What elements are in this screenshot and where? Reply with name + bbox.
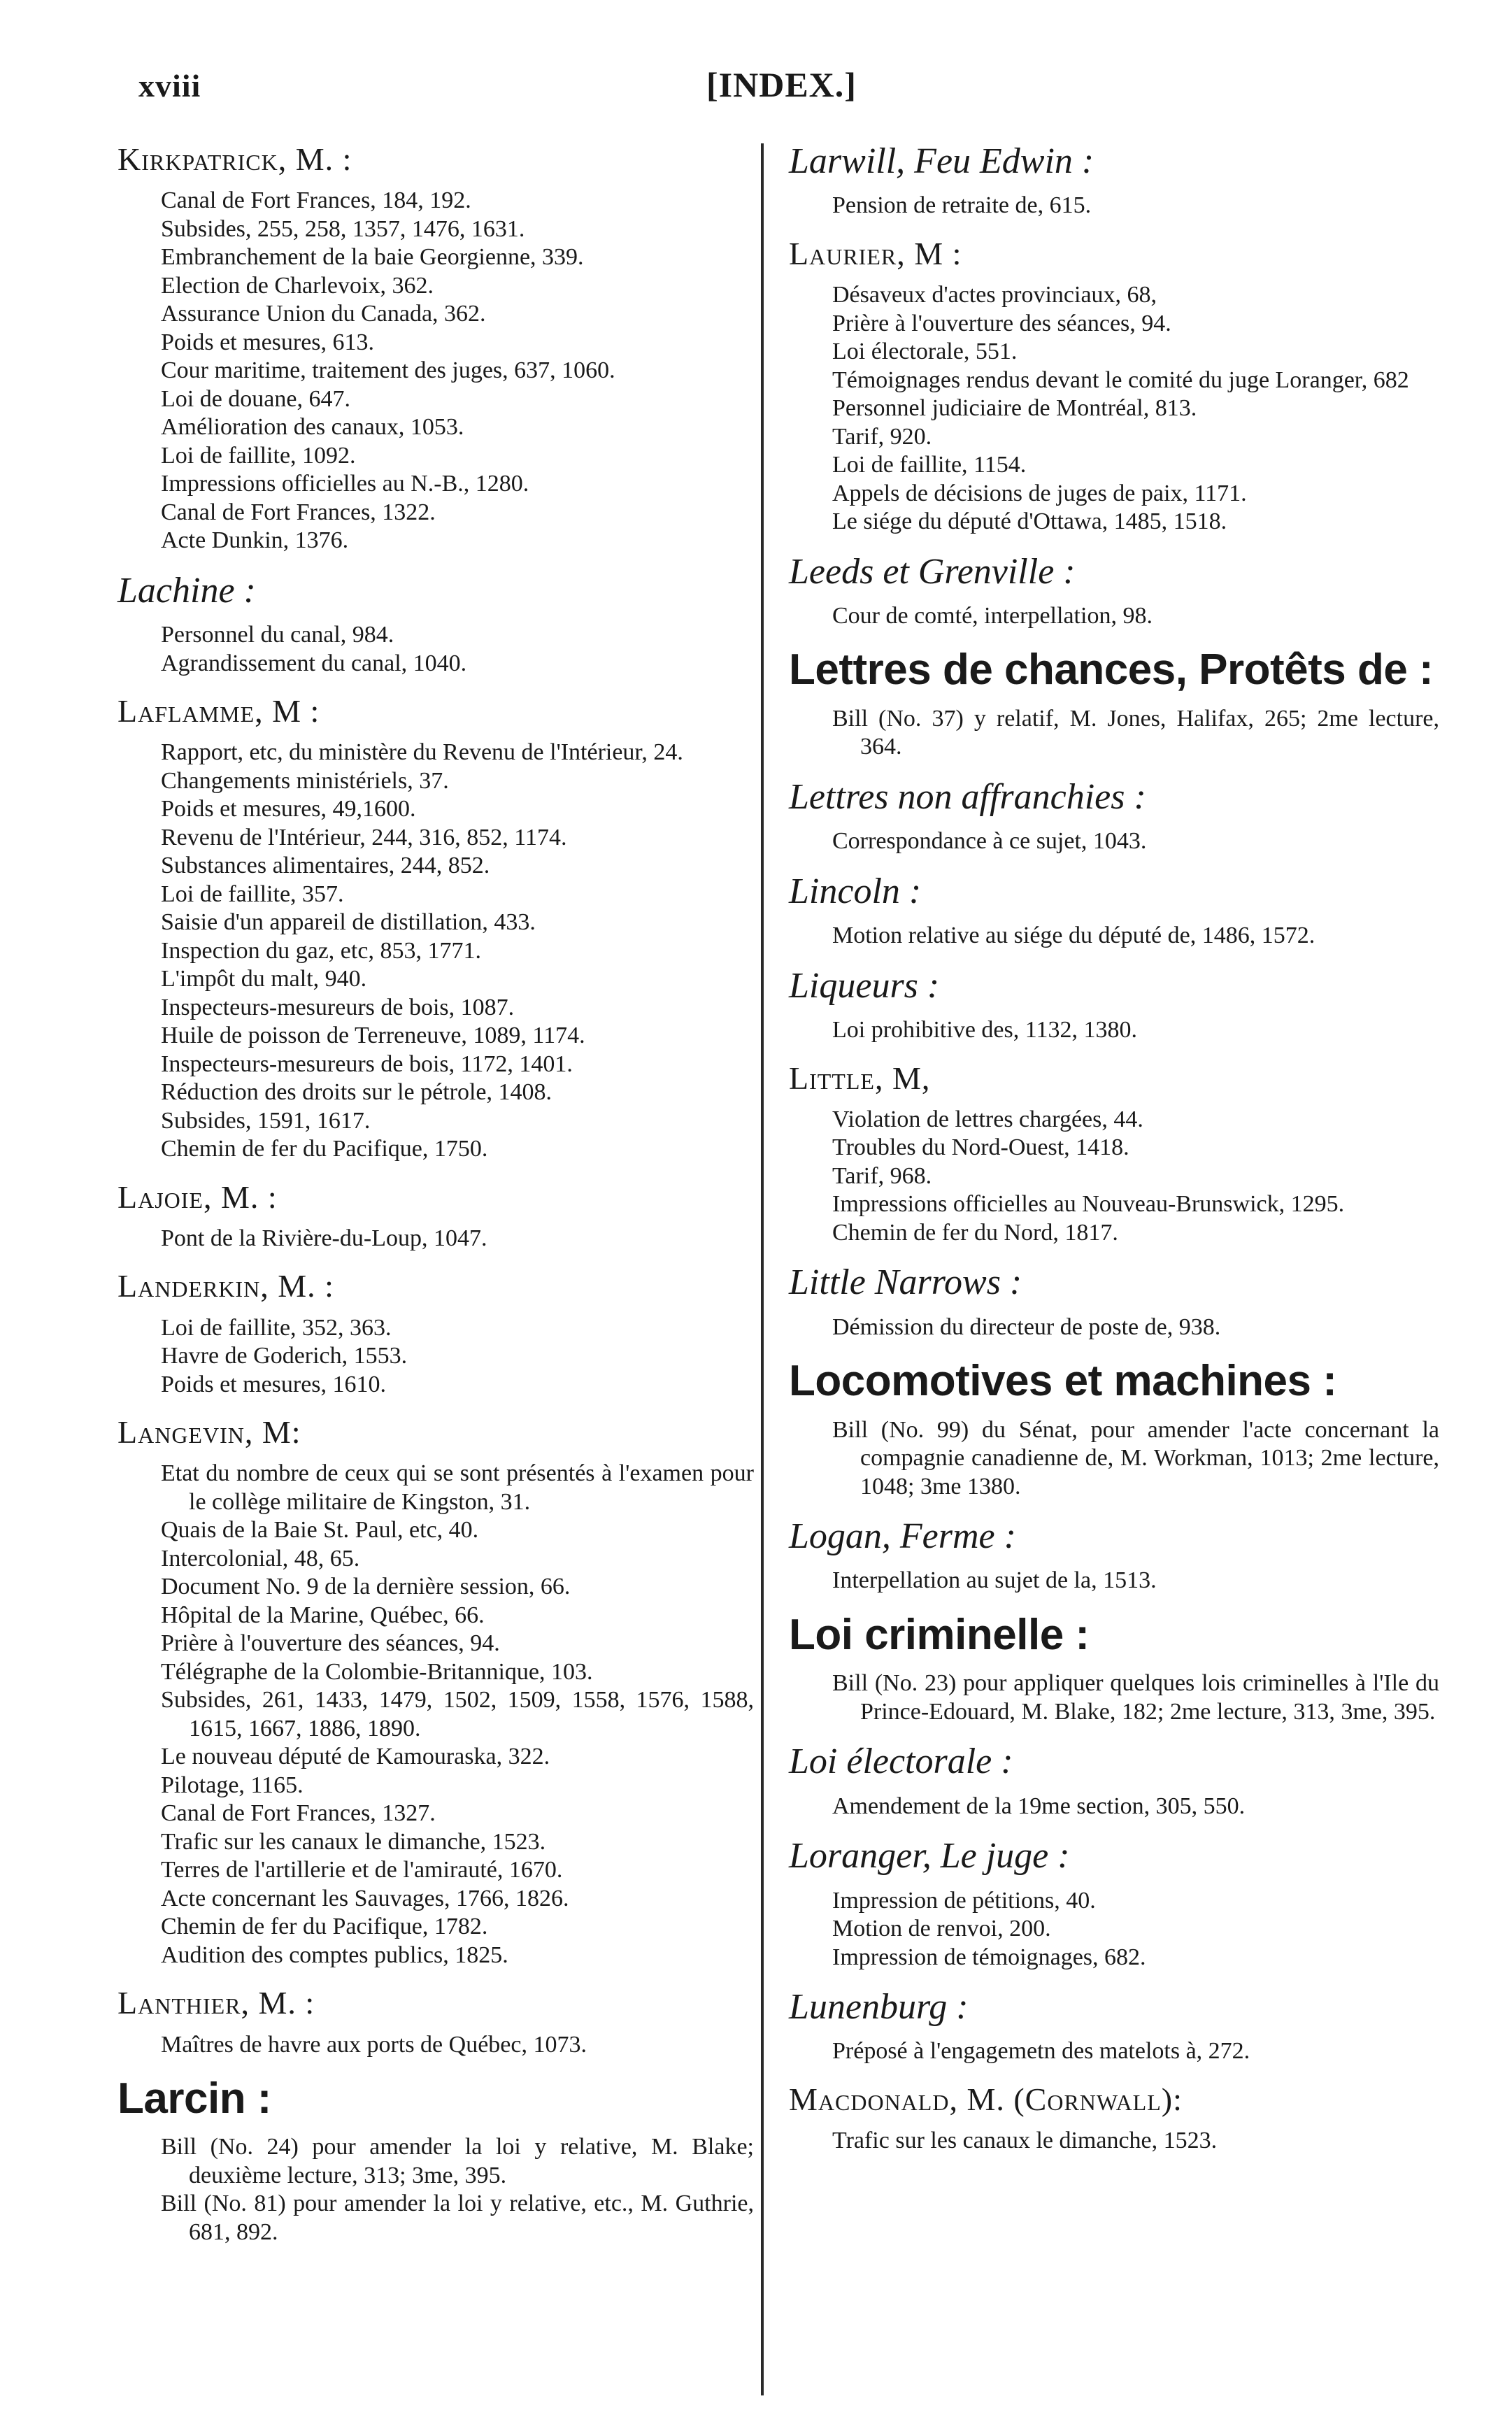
entry-subitem: Inspection du gaz, etc, 853, 1771. xyxy=(161,937,481,964)
entry-subitem: Etat du nombre de ceux qui se sont présentés à l'examen pour le collège militaire de Kingston, 31. xyxy=(161,1460,754,1515)
entry-subitems xyxy=(117,1314,754,1399)
entry-subitem: Le nouveau député de Kamouraska, 322. xyxy=(161,1744,550,1770)
entry-subitem: Tarif, 920. xyxy=(832,423,932,450)
index-entry xyxy=(117,1983,754,2059)
entry-heading: Lanthier, M. : xyxy=(117,1985,315,2021)
entry-heading: Logan, Ferme : xyxy=(789,1516,1016,1556)
entry-heading: Loranger, Le juge : xyxy=(789,1836,1070,1876)
index-entry xyxy=(789,1515,1439,1595)
entry-subitem: Désaveux d'actes provinciaux, 68, xyxy=(832,282,1157,308)
entry-subitem: Loi de douane, 647. xyxy=(161,385,350,412)
entry-subitems xyxy=(117,2031,754,2060)
index-entry xyxy=(789,1059,1439,1248)
entry-heading: Laflamme, M : xyxy=(117,693,320,729)
index-entry xyxy=(789,964,1439,1045)
entry-heading: Lunenburg : xyxy=(789,1987,969,2028)
entry-subitem: Prière à l'ouverture des séances, 94. xyxy=(832,310,1171,336)
entry-subitem: Personnel judiciaire de Montréal, 813. xyxy=(832,395,1197,422)
entry-heading: Locomotives et machines : xyxy=(789,1357,1337,1406)
entry-subitems xyxy=(789,2037,1439,2066)
entry-subitem: L'impôt du malt, 940. xyxy=(161,966,367,992)
entry-heading: Lajoie, M. : xyxy=(117,1178,278,1215)
entry-subitem: Personnel du canal, 984. xyxy=(161,622,394,648)
entry-subitem: Bill (No. 37) y relatif, M. Jones, Halifax, 265; 2me lecture, 364. xyxy=(832,705,1439,760)
index-column-left xyxy=(117,140,754,2260)
entry-subitem: Loi de faillite, 357. xyxy=(161,881,344,907)
index-entry xyxy=(789,1835,1439,1972)
entry-subitems xyxy=(117,1460,754,1970)
entry-subitem: Impressions officielles au N.-B., 1280. xyxy=(161,471,529,497)
column-divider xyxy=(761,143,764,2395)
entry-subitem: Trafic sur les canaux le dimanche, 1523. xyxy=(161,1828,546,1855)
entry-subitems xyxy=(789,1313,1439,1342)
entry-subitem: Bill (No. 99) du Sénat, pour amender l'acte concernant la compagnie canadienne de, M. Workman, 1013; 2me lecture, 1048; 3me 1380. xyxy=(832,1416,1439,1500)
page-number: xviii xyxy=(138,68,201,104)
index-entry xyxy=(789,1986,1439,2066)
entry-subitem: Loi de faillite, 1092. xyxy=(161,442,356,469)
entry-subitem: Chemin de fer du Pacifique, 1782. xyxy=(161,1914,488,1940)
entry-subitem: Changements ministériels, 37. xyxy=(161,767,449,794)
entry-heading: Leeds et Grenville : xyxy=(789,551,1076,592)
entry-subitem: Troubles du Nord-Ouest, 1418. xyxy=(832,1134,1129,1161)
entry-subitem: Motion relative au siége du député de, 1486, 1572. xyxy=(832,923,1315,949)
index-entry xyxy=(789,2080,1439,2156)
entry-subitem: Pension de retraite de, 615. xyxy=(832,192,1092,219)
entry-subitem: Le siége du député d'Ottawa, 1485, 1518. xyxy=(832,508,1227,535)
entry-subitem: Cour de comté, interpellation, 98. xyxy=(832,602,1153,629)
entry-heading: Landerkin, M. : xyxy=(117,1268,334,1304)
entry-subitem: Inspecteurs-mesureurs de bois, 1172, 1401. xyxy=(161,1050,573,1077)
entry-heading: Lincoln : xyxy=(789,871,922,911)
entry-subitems xyxy=(789,922,1439,950)
entry-subitems xyxy=(789,1793,1439,1821)
entry-heading: Little, M, xyxy=(789,1060,931,1096)
entry-subitem: Motion de renvoi, 200. xyxy=(832,1916,1051,1942)
entry-heading: Larwill, Feu Edwin : xyxy=(789,141,1094,181)
entry-subitem: Hôpital de la Marine, Québec, 66. xyxy=(161,1602,485,1628)
entry-subitem: Havre de Goderich, 1553. xyxy=(161,1343,408,1369)
entry-subitems xyxy=(789,602,1439,631)
entry-subitems xyxy=(789,1106,1439,1248)
entry-subitem: Saisie d'un appareil de distillation, 433. xyxy=(161,909,536,936)
index-column-right xyxy=(789,140,1439,2170)
entry-heading: Lachine : xyxy=(117,570,256,611)
entry-subitem: Bill (No. 24) pour amender la loi y relative, M. Blake; deuxième lecture, 313; 3me, 395. xyxy=(161,2134,754,2188)
index-entry xyxy=(789,1355,1439,1501)
entry-subitem: Pilotage, 1165. xyxy=(161,1772,304,1798)
entry-subitem: Assurance Union du Canada, 362. xyxy=(161,301,486,327)
entry-subitem: Poids et mesures, 1610. xyxy=(161,1371,387,1397)
entry-heading: Langevin, M: xyxy=(117,1414,301,1451)
entry-subitems xyxy=(789,1016,1439,1045)
entry-subitems xyxy=(789,192,1439,220)
entry-subitems xyxy=(117,1225,754,1253)
entry-subitem: Loi de faillite, 1154. xyxy=(832,452,1027,478)
entry-subitem: Acte concernant les Sauvages, 1766, 1826. xyxy=(161,1885,569,1911)
index-entry xyxy=(117,1178,754,1253)
entry-subitem: Document No. 9 de la dernière session, 66. xyxy=(161,1574,571,1600)
entry-subitem: Election de Charlevoix, 362. xyxy=(161,272,434,299)
index-entry xyxy=(789,1740,1439,1821)
entry-subitem: Trafic sur les canaux le dimanche, 1523. xyxy=(832,2128,1218,2154)
index-entry xyxy=(117,569,754,678)
entry-heading: Macdonald, M. (Cornwall): xyxy=(789,2081,1183,2117)
index-entry xyxy=(789,870,1439,950)
entry-subitem: Impression de pétitions, 40. xyxy=(832,1887,1096,1914)
entry-subitem: Préposé à l'engagemetn des matelots à, 272. xyxy=(832,2038,1250,2065)
entry-subitem: Cour maritime, traitement des juges, 637, 1060. xyxy=(161,357,615,384)
entry-subitem: Subsides, 1591, 1617. xyxy=(161,1107,371,1134)
entry-subitem: Appels de décisions de juges de paix, 1171. xyxy=(832,480,1247,506)
index-entry xyxy=(789,140,1439,220)
entry-heading: Liqueurs : xyxy=(789,965,940,1006)
entry-subitem: Réduction des droits sur le pétrole, 1408. xyxy=(161,1079,552,1106)
page-title: [INDEX.] xyxy=(706,65,857,104)
entry-subitems xyxy=(117,739,754,1164)
entry-subitem: Acte Dunkin, 1376. xyxy=(161,527,349,554)
entry-subitems xyxy=(117,621,754,678)
entry-subitem: Chemin de fer du Nord, 1817. xyxy=(832,1219,1118,1246)
entry-subitem: Tarif, 968. xyxy=(832,1162,932,1189)
entry-subitem: Subsides, 255, 258, 1357, 1476, 1631. xyxy=(161,215,525,242)
entry-heading: Laurier, M : xyxy=(789,235,962,271)
entry-subitem: Loi électorale, 551. xyxy=(832,339,1018,365)
entry-subitem: Bill (No. 81) pour amender la loi y relative, etc., M. Guthrie, 681, 892. xyxy=(161,2191,754,2245)
entry-heading: Kirkpatrick, M. : xyxy=(117,141,352,177)
entry-subitems xyxy=(789,1669,1439,1726)
entry-subitem: Loi prohibitive des, 1132, 1380. xyxy=(832,1017,1137,1044)
entry-subitem: Témoignages rendus devant le comité du juge Loranger, 682 xyxy=(832,366,1409,393)
entry-subitem: Rapport, etc, du ministère du Revenu de l'Intérieur, 24. xyxy=(161,739,683,766)
entry-subitem: Interpellation au sujet de la, 1513. xyxy=(832,1567,1157,1594)
entry-subitems xyxy=(789,705,1439,762)
entry-subitem: Audition des comptes publics, 1825. xyxy=(161,1942,508,1968)
entry-subitem: Embranchement de la baie Georgienne, 339. xyxy=(161,244,584,271)
entry-subitem: Violation de lettres chargées, 44. xyxy=(832,1106,1143,1132)
entry-subitem: Loi de faillite, 352, 363. xyxy=(161,1314,392,1341)
index-entry xyxy=(117,1413,754,1970)
entry-heading: Loi électorale : xyxy=(789,1741,1013,1782)
entry-subitems xyxy=(789,1416,1439,1502)
entry-heading: Larcin : xyxy=(117,2074,271,2123)
entry-subitem: Pont de la Rivière-du-Loup, 1047. xyxy=(161,1225,487,1251)
entry-subitem: Canal de Fort Frances, 1327. xyxy=(161,1800,436,1827)
entry-subitem: Canal de Fort Frances, 1322. xyxy=(161,499,436,525)
entry-subitem: Quais de la Baie St. Paul, etc, 40. xyxy=(161,1517,479,1544)
entry-subitem: Télégraphe de la Colombie-Britannique, 103. xyxy=(161,1658,593,1685)
index-entry xyxy=(789,234,1439,536)
entry-subitem: Chemin de fer du Pacifique, 1750. xyxy=(161,1136,488,1162)
entry-subitems xyxy=(789,827,1439,856)
entry-subitem: Maîtres de havre aux ports de Québec, 1073. xyxy=(161,2031,587,2058)
entry-subitem: Agrandissement du canal, 1040. xyxy=(161,650,467,676)
index-entry xyxy=(117,692,754,1164)
index-entry xyxy=(117,140,754,555)
entry-subitem: Correspondance à ce sujet, 1043. xyxy=(832,828,1147,855)
entry-subitem: Démission du directeur de poste de, 938. xyxy=(832,1313,1221,1340)
entry-subitems xyxy=(789,2127,1439,2156)
index-entry xyxy=(789,776,1439,856)
index-entry xyxy=(789,644,1439,761)
entry-subitem: Terres de l'artillerie et de l'amirauté, 1670. xyxy=(161,1857,563,1883)
entry-heading: Loi criminelle : xyxy=(789,1610,1090,1659)
entry-subitems xyxy=(789,281,1439,536)
entry-subitem: Revenu de l'Intérieur, 244, 316, 852, 1174. xyxy=(161,824,567,850)
index-entry xyxy=(789,1261,1439,1341)
entry-subitems xyxy=(117,187,754,555)
entry-subitem: Poids et mesures, 49,1600. xyxy=(161,796,416,822)
entry-subitem: Bill (No. 23) pour appliquer quelques lois criminelles à l'Ile du Prince-Edouard, M. Blake, 182; 2me lecture, 313, 3me, 395. xyxy=(832,1670,1439,1725)
entry-subitem: Amélioration des canaux, 1053. xyxy=(161,414,464,441)
entry-subitem: Poids et mesures, 613. xyxy=(161,329,375,355)
entry-subitem: Substances alimentaires, 244, 852. xyxy=(161,853,490,879)
entry-heading: Lettres non affranchies : xyxy=(789,776,1146,817)
entry-subitem: Huile de poisson de Terreneuve, 1089, 1174. xyxy=(161,1023,585,1049)
entry-heading: Lettres de chances, Protêts de : xyxy=(789,646,1434,695)
entry-subitem: Canal de Fort Frances, 184, 192. xyxy=(161,187,471,214)
entry-subitems xyxy=(789,1567,1439,1595)
entry-subitems xyxy=(117,2133,754,2246)
index-entry xyxy=(789,1609,1439,1726)
entry-subitem: Prière à l'ouverture des séances, 94. xyxy=(161,1630,500,1657)
entry-subitem: Impression de témoignages, 682. xyxy=(832,1944,1146,1970)
entry-subitem: Impressions officielles au Nouveau-Brunswick, 1295. xyxy=(832,1191,1345,1218)
entry-subitem: Subsides, 261, 1433, 1479, 1502, 1509, 1558, 1576, 1588, 1615, 1667, 1886, 1890. xyxy=(161,1687,754,1741)
entry-subitem: Inspecteurs-mesureurs de bois, 1087. xyxy=(161,994,515,1020)
entry-subitem: Intercolonial, 48, 65. xyxy=(161,1545,360,1572)
entry-subitems xyxy=(789,1887,1439,1972)
entry-subitem: Amendement de la 19me section, 305, 550. xyxy=(832,1793,1246,1819)
index-entry xyxy=(117,1267,754,1399)
entry-heading: Little Narrows : xyxy=(789,1262,1022,1303)
index-entry xyxy=(117,2073,754,2246)
index-entry xyxy=(789,550,1439,631)
